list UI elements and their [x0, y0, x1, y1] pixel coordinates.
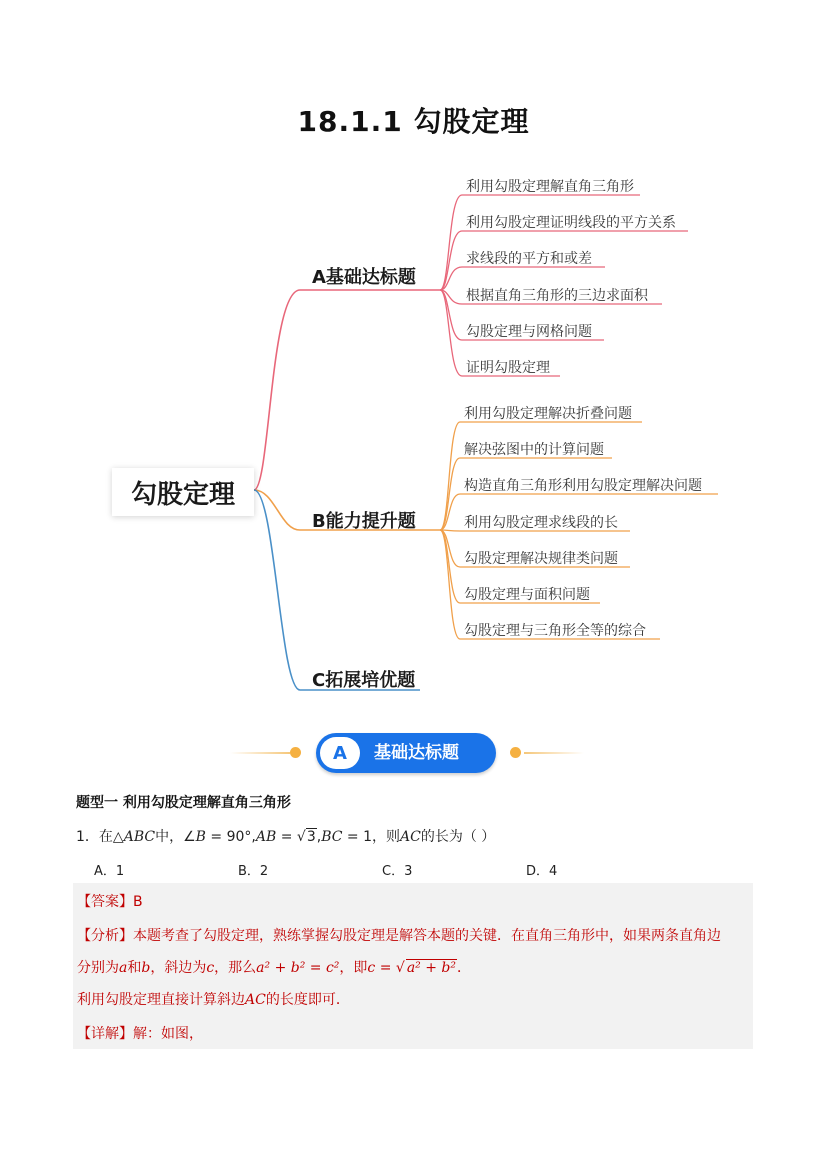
banner-text: 基础达标题 — [374, 743, 459, 763]
option-a: A．1 — [94, 864, 125, 879]
section-banner — [0, 730, 827, 776]
analysis-math: a — [119, 960, 128, 976]
branch-b-label: B能力提升题 — [312, 511, 416, 532]
question-radicand: 3 — [306, 829, 316, 845]
mindmap-connectors — [0, 160, 827, 700]
analysis-text: ，那么 — [214, 960, 257, 976]
question-text: = 1，则 — [342, 829, 400, 845]
option-d: D．4 — [526, 864, 558, 879]
question-text: , — [316, 829, 322, 845]
banner-pill — [316, 733, 496, 773]
question-number: 1．在 — [76, 829, 113, 845]
branch-a-item: 求线段的平方和或差 — [466, 251, 592, 267]
banner-line-left — [230, 752, 290, 754]
branch-b-item: 解决弦图中的计算问题 — [464, 442, 604, 458]
analysis-math: c — [367, 960, 376, 976]
analysis-text: 分别为 — [77, 960, 119, 976]
branch-a-item: 利用勾股定理解直角三角形 — [466, 179, 634, 195]
banner-line-right — [524, 752, 584, 754]
analysis-math: b — [141, 960, 151, 976]
analysis-line-3 — [77, 989, 350, 1009]
analysis-text: 和 — [127, 960, 142, 976]
analysis-line-2 — [77, 957, 471, 977]
connector-root-a — [254, 290, 440, 490]
question-text: 中，∠ — [155, 829, 196, 845]
question-text: 的长为（ ） — [420, 829, 496, 845]
question-math: BC — [321, 829, 343, 845]
analysis-text: ． — [457, 960, 471, 976]
branch-a-item: 根据直角三角形的三边求面积 — [466, 288, 648, 304]
analysis-text: ，斜边为 — [150, 960, 207, 976]
branch-a-label: A基础达标题 — [312, 267, 416, 288]
analysis-radicand: a² + b² — [406, 960, 456, 976]
option-c: C．3 — [382, 864, 413, 879]
section-title: 题型一 利用勾股定理解直角三角形 — [76, 795, 291, 811]
answer-box — [73, 883, 753, 1049]
question-text: = √ — [276, 829, 306, 845]
analysis-text: 利用勾股定理直接计算斜边 — [77, 992, 245, 1008]
branch-c-label: C拓展培优题 — [312, 670, 416, 691]
question-math: AC — [400, 829, 421, 845]
branch-b-item: 勾股定理解决规律类问题 — [464, 551, 618, 567]
banner-letter: A — [320, 737, 360, 769]
page-title: 18.1.1 勾股定理 — [297, 105, 530, 138]
question-1 — [76, 826, 495, 846]
question-math: ABC — [123, 829, 156, 845]
branch-b-item: 利用勾股定理解决折叠问题 — [464, 406, 632, 422]
analysis-line-1: 【分析】本题考查了勾股定理，熟练掌握勾股定理是解答本题的关键．在直角三角形中，如果两条直角边 — [77, 928, 721, 944]
banner-dot-right — [510, 747, 521, 758]
connector-a-1 — [440, 195, 640, 290]
question-options — [94, 860, 670, 879]
branch-b-item: 构造直角三角形利用勾股定理解决问题 — [464, 478, 702, 494]
branch-a-item: 勾股定理与网格问题 — [466, 324, 592, 340]
analysis-math: a² + b² = c² — [256, 960, 340, 976]
branch-b-item: 利用勾股定理求线段的长 — [464, 515, 618, 531]
analysis-math: AC — [245, 992, 266, 1008]
answer-line: 【答案】B — [77, 894, 143, 910]
branch-b-item: 勾股定理与面积问题 — [464, 587, 590, 603]
analysis-text: = √ — [375, 960, 405, 976]
analysis-text: 的长度即可． — [265, 992, 350, 1008]
analysis-text: ，即 — [339, 960, 368, 976]
question-math: AB — [255, 829, 277, 845]
option-b: B．2 — [238, 864, 269, 879]
branch-a-item: 利用勾股定理证明线段的平方关系 — [466, 215, 676, 231]
mindmap-root: 勾股定理 — [112, 468, 254, 516]
branch-b-item: 勾股定理与三角形全等的综合 — [464, 623, 646, 639]
question-text: △ — [112, 829, 124, 845]
branch-a-item: 证明勾股定理 — [466, 360, 550, 376]
analysis-math: c — [206, 960, 215, 976]
banner-dot-left — [290, 747, 301, 758]
question-text: = 90°, — [205, 829, 256, 845]
detail-line: 【详解】解：如图， — [77, 1026, 203, 1042]
question-math: B — [195, 829, 206, 845]
